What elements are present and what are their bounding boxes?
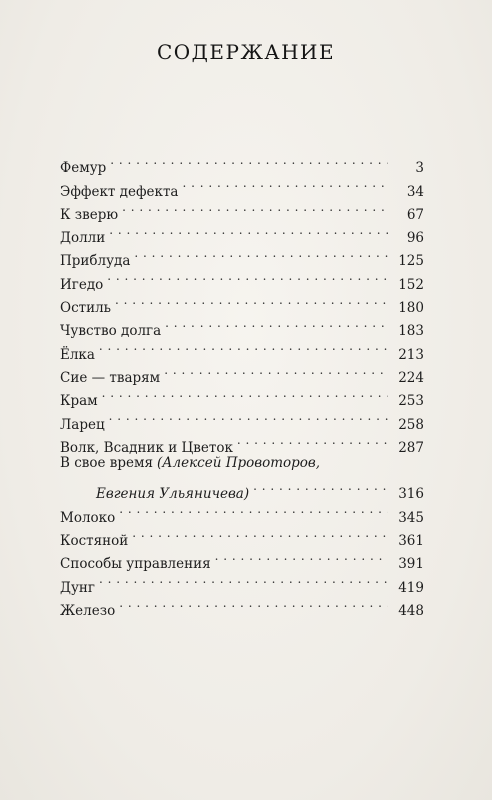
dot-leader [102, 382, 388, 405]
dot-leader [253, 475, 388, 498]
toc-entry [60, 522, 424, 550]
toc-entry-page: 125 [398, 253, 424, 270]
toc-entry-title: Чувство долга [60, 323, 162, 340]
dot-leader [215, 545, 388, 568]
dot-leader [164, 359, 388, 382]
toc-entry-title: Остиль [60, 300, 112, 317]
dot-leader [115, 289, 388, 312]
toc-entry-title: Молоко [60, 509, 116, 526]
dot-leader [99, 568, 388, 591]
toc-entry-page: 258 [398, 416, 424, 433]
toc-entry-page: 361 [398, 533, 424, 550]
toc-entry-page: 67 [406, 206, 424, 223]
toc-entry-title: Волк, Всадник и Цветок [60, 439, 233, 456]
toc-entry-title: В свое время [60, 454, 154, 471]
toc-entry-special-line2 [60, 475, 424, 503]
dot-leader [122, 196, 388, 219]
toc-entry-page: 152 [398, 276, 424, 293]
dot-leader [132, 522, 388, 545]
toc-entry [60, 498, 424, 526]
toc-entry-title: Ёлка [60, 346, 95, 363]
toc-entry [60, 265, 424, 293]
dot-leader [237, 429, 388, 452]
dot-leader [182, 172, 388, 195]
toc-entry-title: Дунг [60, 579, 95, 596]
toc-entry [60, 242, 424, 270]
toc-entry-special-line1 [60, 452, 424, 475]
toc-entry-page: 287 [398, 439, 424, 456]
toc-entry [60, 545, 424, 573]
toc-entry-title: Крам [60, 393, 98, 410]
toc-entry [60, 172, 424, 200]
toc-entry-page: 448 [398, 602, 424, 619]
toc-entry-page: 34 [406, 183, 424, 200]
dot-leader [107, 265, 388, 288]
toc-entry-page: 253 [398, 393, 424, 410]
toc-entry-page: 3 [415, 160, 424, 177]
toc-entry-title: Эффект дефекта [60, 183, 179, 200]
dot-leader [165, 312, 388, 335]
toc-entry-title: Игедо [60, 276, 104, 293]
toc-entry [60, 568, 424, 596]
toc-entry-page: 180 [398, 300, 424, 317]
toc-entry-title: Костяной [60, 533, 129, 550]
toc-entry-page: 96 [406, 230, 424, 247]
toc-entry-title: Долли [60, 230, 106, 247]
page-title: СОДЕРЖАНИЕ [156, 40, 336, 64]
toc-entry-page: 183 [398, 323, 424, 340]
dot-leader [109, 219, 388, 242]
toc-entry [60, 289, 424, 317]
toc-entry-page: 345 [398, 509, 424, 526]
toc-entry [60, 359, 424, 386]
toc-entry [60, 312, 424, 340]
toc-entry-title: К зверю [60, 206, 119, 223]
toc-entry [60, 429, 424, 456]
toc-entry [60, 149, 424, 177]
table-of-contents [60, 149, 424, 619]
toc-entry [60, 196, 424, 223]
toc-entry-title: Железо [60, 602, 116, 619]
toc-entry [60, 382, 424, 410]
toc-entry-page: 316 [398, 486, 424, 503]
toc-entry-title: Способы управления [60, 556, 211, 573]
toc-entry [60, 335, 424, 363]
dot-leader [109, 405, 388, 428]
toc-entry-page: 391 [398, 556, 424, 573]
toc-entry-title: Приблуда [60, 253, 131, 270]
toc-entry-page: 224 [398, 369, 424, 386]
toc-entry-title: Сие — тварям [60, 369, 161, 386]
dot-leader [110, 149, 388, 172]
dot-leader [119, 498, 388, 521]
toc-entry [60, 405, 424, 433]
toc-entry-authors: (Алексей Провоторов, [157, 454, 321, 471]
dot-leader [134, 242, 388, 265]
dot-leader [99, 335, 388, 358]
toc-entry-page: 419 [398, 579, 424, 596]
dot-leader [119, 592, 388, 615]
toc-entry-authors: Евгения Ульяничева) [96, 486, 250, 503]
toc-entry-page: 213 [398, 346, 424, 363]
toc-entry-title: Фемур [60, 160, 107, 177]
toc-entry [60, 219, 424, 247]
toc-entry [60, 592, 424, 619]
toc-entry-title: Ларец [60, 416, 105, 433]
